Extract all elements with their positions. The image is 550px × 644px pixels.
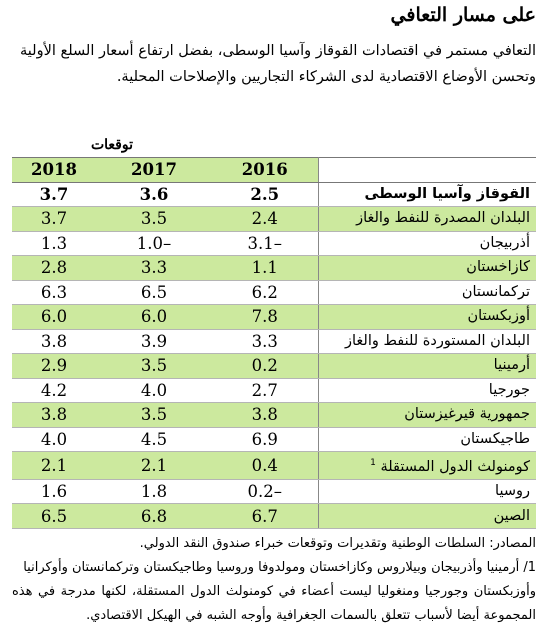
country-name: أذربيجان <box>479 234 530 251</box>
value-cell-2017: 1.8 <box>96 479 212 504</box>
country-name: البلدان المستوردة للنفط والغاز <box>345 332 530 349</box>
value-cell-2016: 2.5 <box>212 182 318 207</box>
table-row <box>12 354 536 379</box>
country-name: كومنولث الدول المستقلة <box>380 458 530 475</box>
country-label <box>318 207 536 232</box>
value-cell-2018: 6.0 <box>12 305 96 330</box>
article-title: على مسار التعافي <box>390 4 536 26</box>
value-cell-2017: 6.0 <box>96 305 212 330</box>
value-cell-2016: 7.8 <box>212 305 318 330</box>
table-row <box>12 504 536 529</box>
table-row <box>12 256 536 281</box>
country-name: أوزبكستان <box>467 308 530 325</box>
country-label <box>318 256 536 281</box>
value-cell-2018: 3.7 <box>12 182 96 207</box>
value-cell-2017: 3.5 <box>96 207 212 232</box>
value-cell-2017: 3.5 <box>96 354 212 379</box>
value-cell-2017: 3.3 <box>96 256 212 281</box>
value-cell-2017: 6.8 <box>96 504 212 529</box>
country-label <box>318 354 536 379</box>
country-label <box>318 231 536 256</box>
footnote-marker: 1 <box>370 458 376 468</box>
value-cell-2016: 3.1– <box>212 231 318 256</box>
value-cell-2017: 6.5 <box>96 280 212 305</box>
value-cell-2016: 0.2– <box>212 479 318 504</box>
value-cell-2018: 3.7 <box>12 207 96 232</box>
country-name: جمهورية قيرغيزستان <box>404 406 530 423</box>
value-cell-2018: 6.3 <box>12 280 96 305</box>
forecast-label: توقعات <box>90 137 134 153</box>
source-note: المصادر: السلطات الوطنية وتقديرات وتوقعات خبراء صندوق النقد الدولي. <box>139 536 536 551</box>
region-total-row <box>12 182 536 207</box>
value-cell-2016: 6.7 <box>212 504 318 529</box>
value-cell-2017: 3.6 <box>96 182 212 207</box>
year-header-row <box>12 158 536 183</box>
country-name: تركمانستان <box>461 283 530 300</box>
value-cell-2018: 4.0 <box>12 427 96 452</box>
table-row <box>12 231 536 256</box>
country-name: جورجيا <box>488 381 530 398</box>
value-cell-2018: 2.1 <box>12 452 96 480</box>
value-cell-2017: 4.0 <box>96 378 212 403</box>
table-row <box>12 305 536 330</box>
growth-table <box>12 134 536 529</box>
table-row <box>12 329 536 354</box>
value-cell-2018: 1.6 <box>12 479 96 504</box>
country-label <box>318 403 536 428</box>
year-2016-header: 2016 <box>212 158 318 183</box>
footnote-continuation: وأوزبكستان وجورجيا ومنغوليا ليست أعضاء في كومنولث الدول المستقلة، لكنها مدرجة في هذه المجموعة أيضا لأسباب تتعلق بالسمات الجغرافية وأوجه الشبه في الهيكل الاقتصادي. <box>12 584 536 623</box>
country-label <box>318 280 536 305</box>
country-label <box>318 504 536 529</box>
table-row <box>12 280 536 305</box>
value-cell-2018: 2.9 <box>12 354 96 379</box>
year-2018-header: 2018 <box>12 158 96 183</box>
country-name: أرمينيا <box>493 357 530 374</box>
country-name: كازاخستان <box>466 259 530 276</box>
value-cell-2018: 3.8 <box>12 329 96 354</box>
table-row <box>12 403 536 428</box>
value-cell-2017: 4.5 <box>96 427 212 452</box>
table-row <box>12 207 536 232</box>
country-label <box>318 329 536 354</box>
value-cell-2018: 6.5 <box>12 504 96 529</box>
country-name: طاجيكستان <box>460 430 530 447</box>
value-cell-2016: 0.2 <box>212 354 318 379</box>
value-cell-2018: 3.8 <box>12 403 96 428</box>
value-cell-2016: 6.9 <box>212 427 318 452</box>
value-cell-2017: 3.9 <box>96 329 212 354</box>
notes <box>12 532 536 628</box>
value-cell-2018: 4.2 <box>12 378 96 403</box>
country-label <box>318 182 536 207</box>
value-cell-2016: 2.7 <box>212 378 318 403</box>
table-row <box>12 427 536 452</box>
value-cell-2016: 3.8 <box>212 403 318 428</box>
country-label <box>318 452 536 480</box>
value-cell-2017: 1.0– <box>96 231 212 256</box>
value-cell-2018: 2.8 <box>12 256 96 281</box>
country-label <box>318 479 536 504</box>
year-2017-header: 2017 <box>96 158 212 183</box>
country-label <box>318 427 536 452</box>
footnote-line-1: 1/ أرمينيا وأذربيجان وبيلاروس وكازاخستان ومولدوفا وروسيا وطاجيكستان وتركمانستان وأوكرانيا <box>23 560 536 575</box>
value-cell-2016: 2.4 <box>212 207 318 232</box>
value-cell-2017: 2.1 <box>96 452 212 480</box>
table-row <box>12 378 536 403</box>
country-label <box>318 378 536 403</box>
intro-paragraph: التعافي مستمر في اقتصادات القوقاز وآسيا الوسطى، بفضل ارتفاع أسعار السلع الأولية وتحسن الأوضاع الاقتصادية لدى الشركاء التجاريين والإصلاحات المحلية. <box>20 43 536 85</box>
value-cell-2017: 3.5 <box>96 403 212 428</box>
value-cell-2016: 0.4 <box>212 452 318 480</box>
country-name: روسيا <box>495 483 530 500</box>
country-name: الصين <box>493 507 530 524</box>
value-cell-2016: 6.2 <box>212 280 318 305</box>
value-cell-2018: 1.3 <box>12 231 96 256</box>
country-name: البلدان المصدرة للنفط والغاز <box>356 210 530 227</box>
forecast-header-row <box>12 134 536 158</box>
value-cell-2016: 1.1 <box>212 256 318 281</box>
table-row <box>12 452 536 480</box>
value-cell-2016: 3.3 <box>212 329 318 354</box>
country-label <box>318 305 536 330</box>
country-name: القوقاز وآسيا الوسطى <box>364 185 530 202</box>
table-row <box>12 479 536 504</box>
